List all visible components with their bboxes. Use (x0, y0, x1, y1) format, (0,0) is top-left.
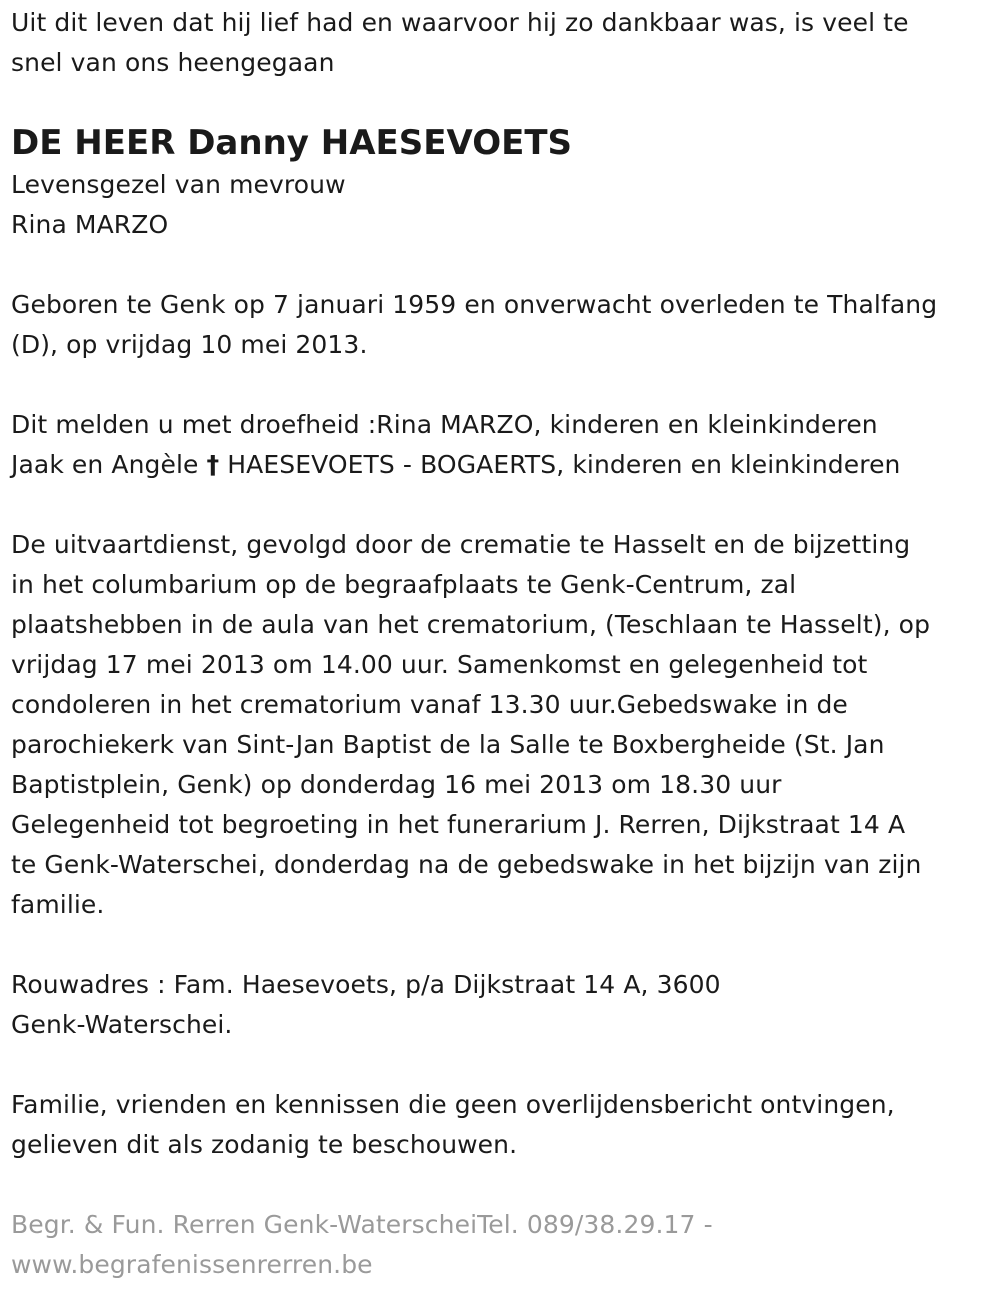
notice-text (11, 1085, 991, 1165)
service-line: De uitvaartdienst, gevolgd door de crematie te Hasselt en de bijzetting (11, 530, 911, 559)
partner-line: Levensgezel van mevrouw (11, 170, 346, 199)
birth-death-text (11, 285, 991, 365)
funeral-home-footer (11, 1205, 991, 1285)
announcers-line-start: Jaak en Angèle (11, 450, 207, 479)
announcers-line: Dit melden u met droefheid :Rina MARZO, kinderen en kleinkinderen (11, 410, 878, 439)
service-line: parochiekerk van Sint-Jan Baptist de la Salle te Boxbergheide (St. Jan (11, 730, 885, 759)
address-text (11, 965, 991, 1045)
service-text (11, 525, 991, 925)
announcers-line (11, 445, 991, 485)
announcers-line-end: HAESEVOETS - BOGAERTS, kinderen en kleinkinderen (219, 450, 901, 479)
deceased-name: DE HEER Danny HAESEVOETS (11, 123, 573, 163)
intro-text (11, 3, 991, 83)
service-line: Baptistplein, Genk) op donderdag 16 mei 2013 om 18.30 uur (11, 770, 782, 799)
announcers-text (11, 405, 991, 485)
intro-line: snel van ons heengegaan (11, 48, 335, 77)
service-line: familie. (11, 890, 105, 919)
service-line: Gelegenheid tot begroeting in het funerarium J. Rerren, Dijkstraat 14 A (11, 810, 906, 839)
birth-death-line: (D), op vrijdag 10 mei 2013. (11, 330, 368, 359)
footer-website-link[interactable]: www.begrafenissenrerren.be (11, 1250, 373, 1279)
footer-line: Begr. & Fun. Rerren Genk-WaterscheiTel. 089/38.29.17 - (11, 1210, 713, 1239)
partner-line: Rina MARZO (11, 210, 169, 239)
service-line: in het columbarium op de begraafplaats te Genk-Centrum, zal (11, 570, 797, 599)
address-line: Rouwadres : Fam. Haesevoets, p/a Dijkstraat 14 A, 3600 (11, 970, 721, 999)
partner-text (11, 165, 991, 245)
service-line: vrijdag 17 mei 2013 om 14.00 uur. Samenkomst en gelegenheid tot (11, 650, 868, 679)
cross-icon: † (206, 450, 220, 479)
service-line: te Genk-Waterschei, donderdag na de gebedswake in het bijzijn van zijn (11, 850, 922, 879)
notice-line: Familie, vrienden en kennissen die geen overlijdensbericht ontvingen, (11, 1090, 895, 1119)
birth-death-line: Geboren te Genk op 7 januari 1959 en onverwacht overleden te Thalfang (11, 290, 938, 319)
address-line: Genk-Waterschei. (11, 1010, 233, 1039)
service-line: condoleren in het crematorium vanaf 13.30 uur.Gebedswake in de (11, 690, 848, 719)
obituary-notice (11, 3, 991, 1285)
service-line: plaatshebben in de aula van het crematorium, (Teschlaan te Hasselt), op (11, 610, 931, 639)
intro-line: Uit dit leven dat hij lief had en waarvoor hij zo dankbaar was, is veel te (11, 8, 909, 37)
notice-line: gelieven dit als zodanig te beschouwen. (11, 1130, 518, 1159)
